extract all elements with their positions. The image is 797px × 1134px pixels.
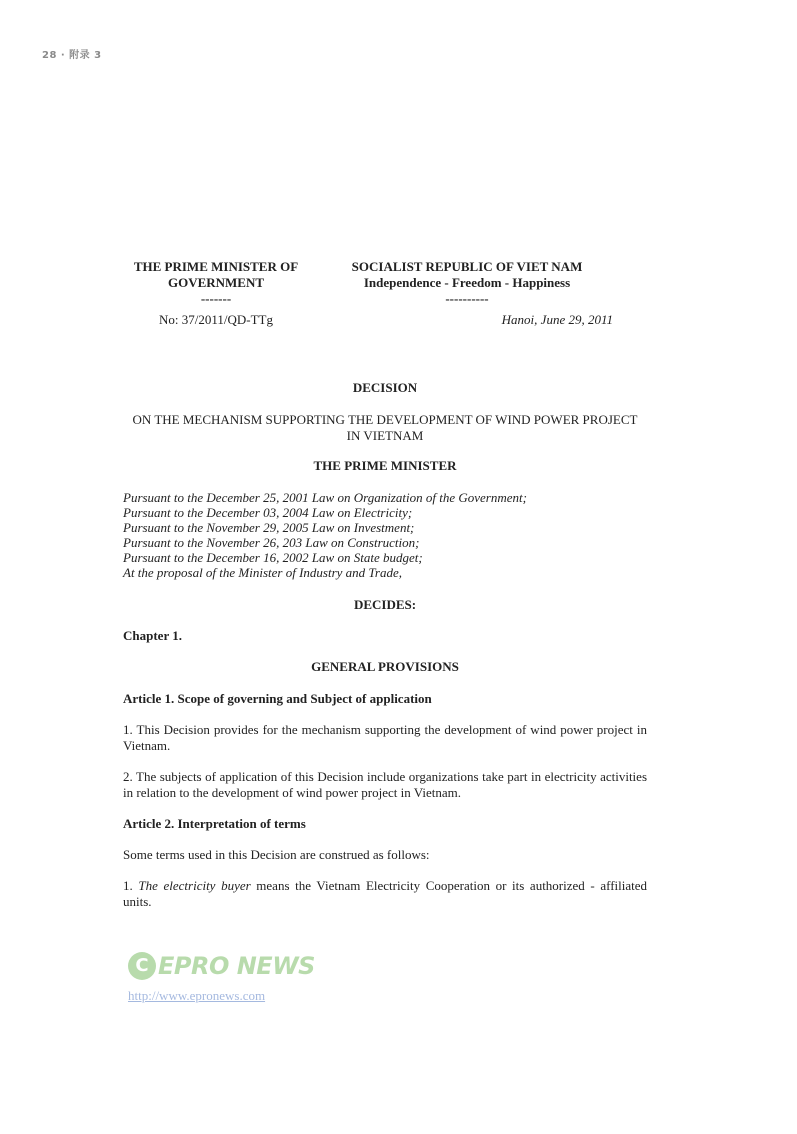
pursuant-list bbox=[123, 490, 527, 580]
epronews-watermark bbox=[128, 952, 315, 1004]
article-2-item-1 bbox=[123, 878, 647, 910]
page-header: 28 · 附录 3 bbox=[42, 50, 102, 61]
issuer-line: THE PRIME MINISTER OF bbox=[133, 259, 299, 274]
issuer-divider: ------- bbox=[200, 291, 232, 306]
pursuant-item: Pursuant to the December 25, 2001 Law on Organization of the Government; bbox=[123, 490, 527, 505]
definition-text: means the Vietnam Electricity Cooperation or its authorized - affiliated units. bbox=[123, 878, 648, 909]
authority-heading: THE PRIME MINISTER bbox=[313, 458, 457, 473]
pursuant-item: At the proposal of the Minister of Industry and Trade, bbox=[123, 565, 403, 580]
subtitle-line: IN VIETNAM bbox=[346, 428, 424, 443]
chapter-heading: Chapter 1. bbox=[123, 628, 182, 643]
article-2-intro: Some terms used in this Decision are construed as follows: bbox=[123, 847, 430, 862]
article-1-title: Article 1. Scope of governing and Subject of application bbox=[123, 691, 432, 706]
document-title: DECISION bbox=[352, 380, 418, 395]
item-number: 1. bbox=[123, 878, 133, 893]
pursuant-item: Pursuant to the November 29, 2005 Law on Investment; bbox=[123, 520, 415, 535]
issuer-heading bbox=[123, 259, 309, 307]
document-number: No: 37/2011/QD-TTg bbox=[159, 312, 273, 327]
document-subtitle bbox=[123, 412, 647, 444]
epronews-logo bbox=[128, 952, 315, 980]
country-heading bbox=[337, 259, 597, 307]
logo-c-icon: C bbox=[128, 952, 156, 980]
issuer-line: GOVERNMENT bbox=[167, 275, 265, 290]
country-divider: ---------- bbox=[445, 291, 489, 306]
document-date: Hanoi, June 29, 2011 bbox=[501, 312, 613, 327]
logo-text: EPRO NEWS bbox=[158, 952, 315, 980]
pursuant-item: Pursuant to the November 26, 203 Law on Construction; bbox=[123, 535, 420, 550]
article-1-paragraph-2: 2. The subjects of application of this Decision include organizations take part in electricity activities in relation to the development of wind power project in Vietnam. bbox=[123, 769, 647, 800]
motto-line: Independence - Freedom - Happiness bbox=[363, 275, 571, 290]
decides-heading: DECIDES: bbox=[353, 597, 417, 612]
article-1-paragraph-1: 1. This Decision provides for the mechanism supporting the development of wind power project in Vietnam. bbox=[123, 722, 647, 753]
subtitle-line: ON THE MECHANISM SUPPORTING THE DEVELOPMENT OF WIND POWER PROJECT bbox=[132, 412, 638, 427]
watermark-url[interactable]: http://www.epronews.com bbox=[128, 988, 266, 1003]
defined-term: The electricity buyer bbox=[138, 878, 251, 893]
pursuant-item: Pursuant to the December 03, 2004 Law on Electricity; bbox=[123, 505, 413, 520]
country-line: SOCIALIST REPUBLIC OF VIET NAM bbox=[351, 259, 583, 274]
article-2-title: Article 2. Interpretation of terms bbox=[123, 816, 306, 831]
chapter-title: GENERAL PROVISIONS bbox=[311, 659, 459, 674]
pursuant-item: Pursuant to the December 16, 2002 Law on State budget; bbox=[123, 550, 423, 565]
